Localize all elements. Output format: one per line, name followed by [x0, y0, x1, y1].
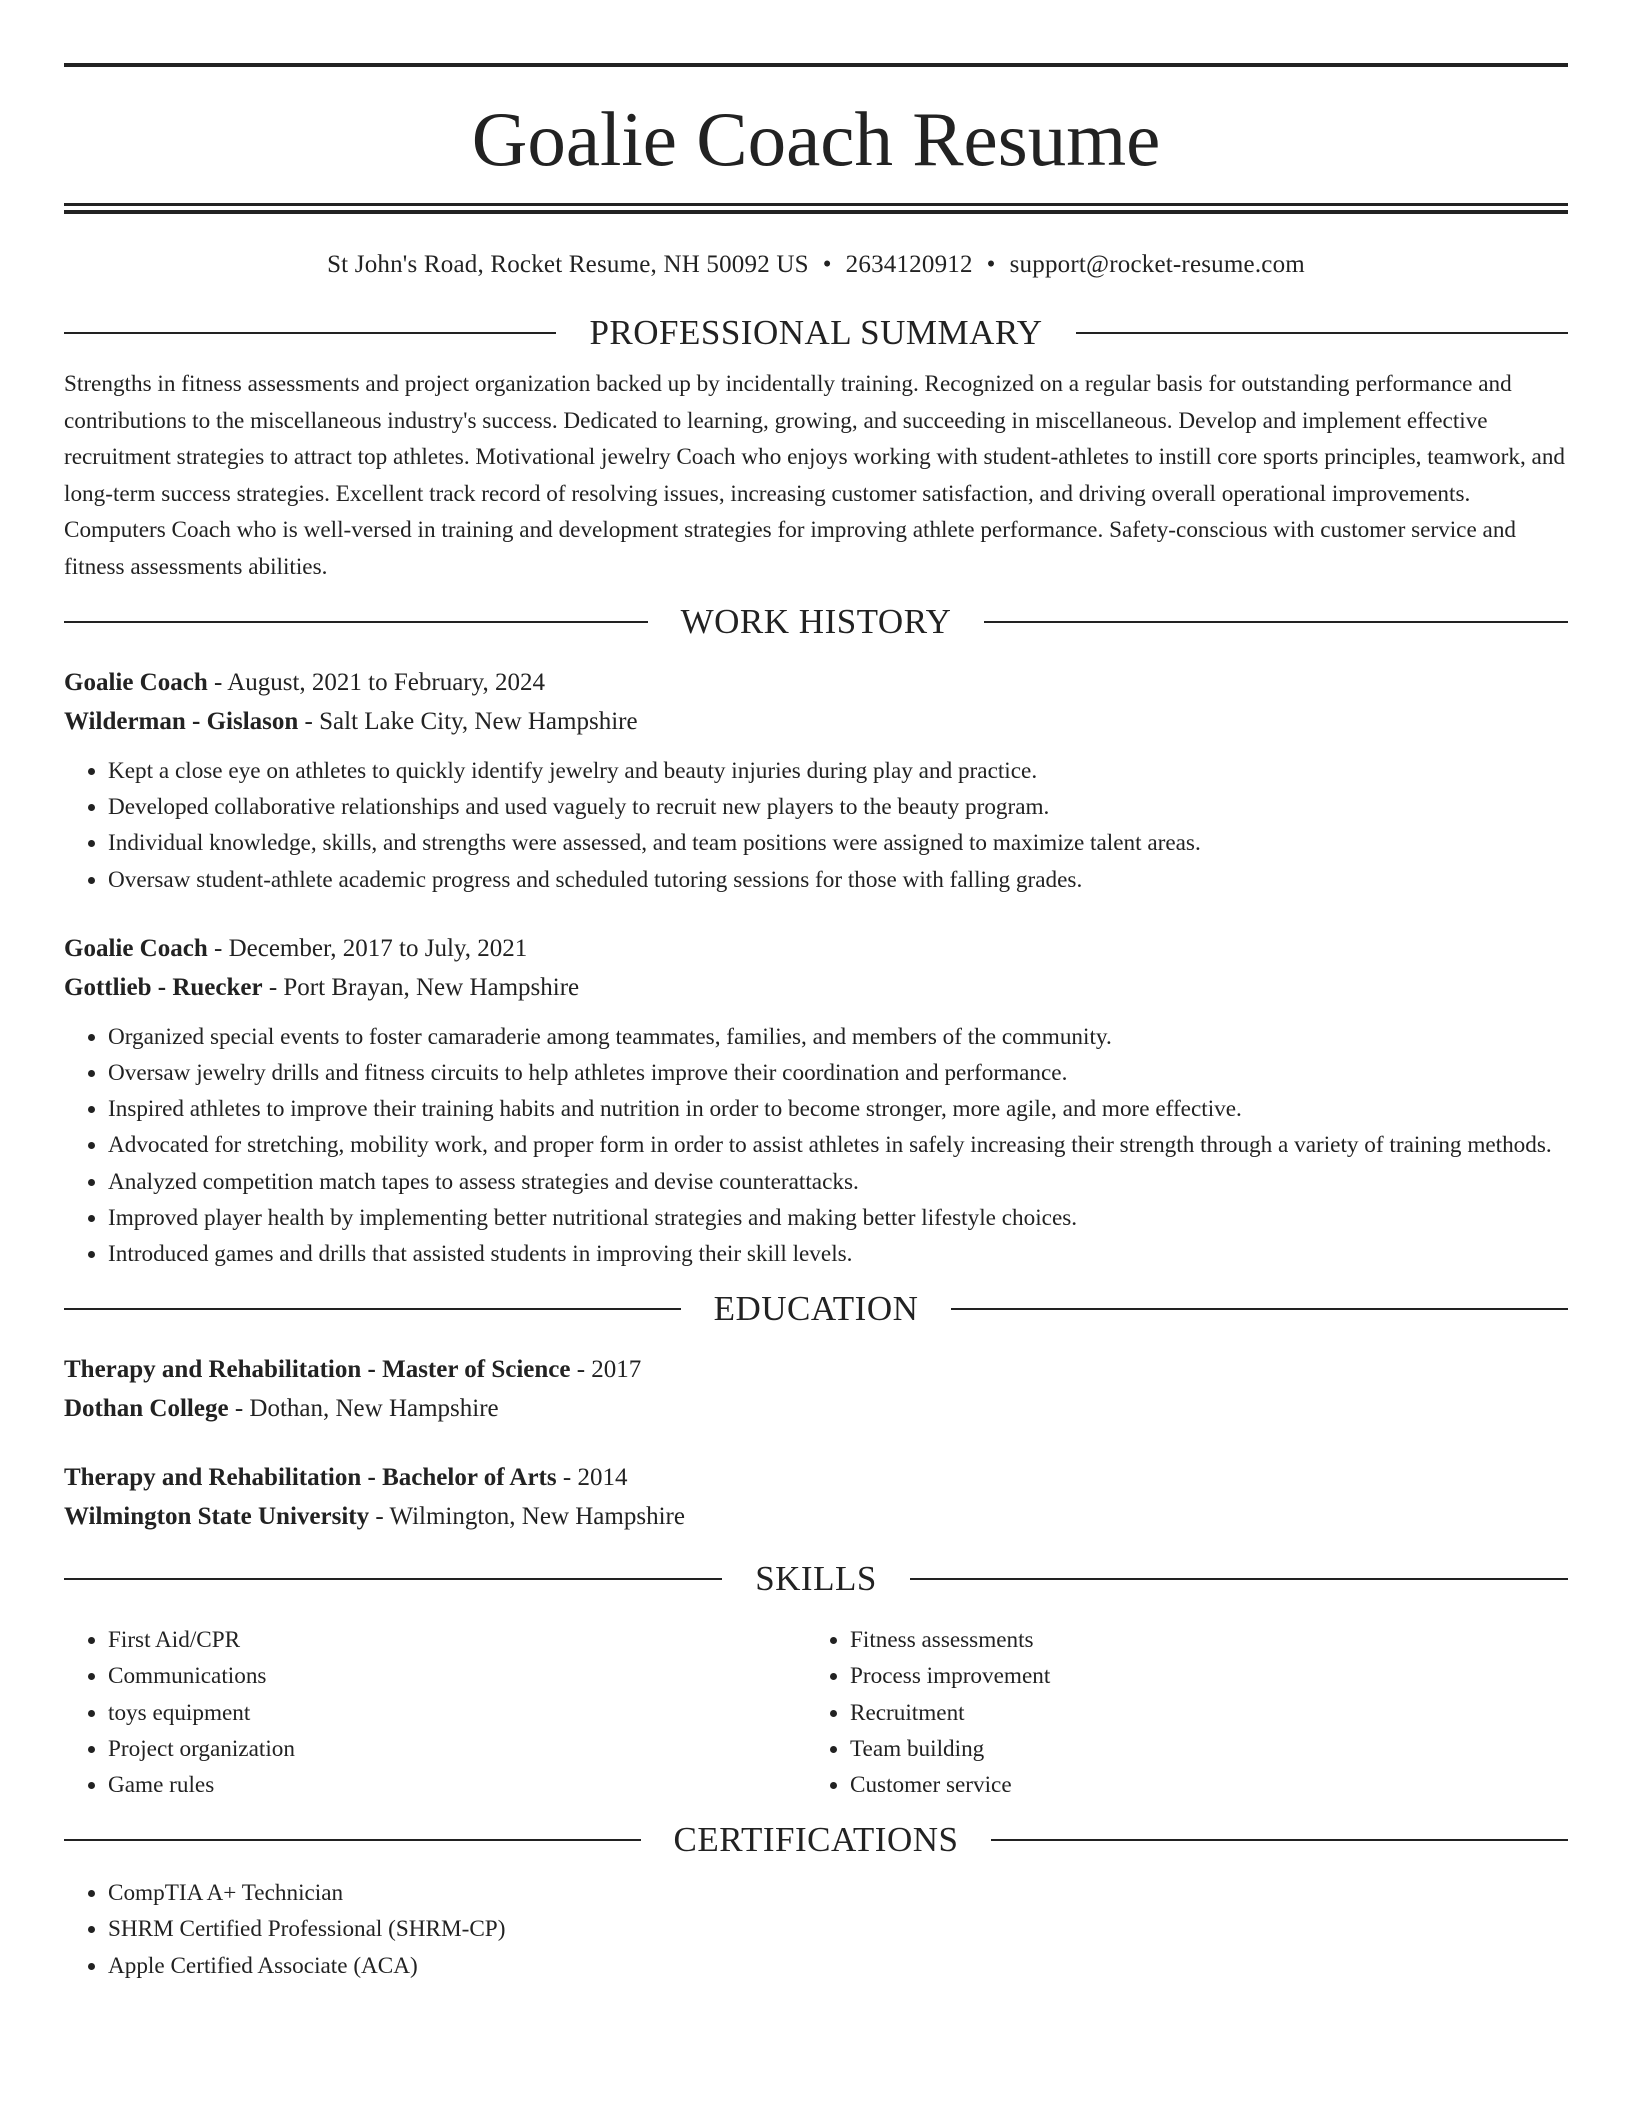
company-name: Wilderman - Gislason	[64, 708, 299, 735]
job-bullets	[64, 1019, 1568, 1272]
bullet-separator: •	[822, 251, 832, 278]
school-location: - Dothan, New Hampshire	[228, 1395, 499, 1423]
job-entry	[64, 663, 1568, 898]
degree: Therapy and Rehabilitation - Bachelor of Arts	[64, 1464, 557, 1492]
list-item: • Project organization	[108, 1731, 806, 1767]
top-rule	[64, 63, 1568, 67]
list-item: • Customer service	[850, 1767, 1548, 1803]
section-heading-certifications	[64, 1817, 1568, 1863]
school-line	[64, 1389, 1568, 1428]
section-heading-education	[64, 1286, 1568, 1332]
job-company-line	[64, 702, 1568, 741]
list-item: • First Aid/CPR	[108, 1622, 806, 1658]
degree-line	[64, 1458, 1568, 1497]
phone: 2634120912	[845, 251, 973, 278]
section-title: CERTIFICATIONS	[673, 1820, 959, 1860]
list-item: • toys equipment	[108, 1695, 806, 1731]
job-company-line	[64, 968, 1568, 1007]
list-item: • Organized special events to foster camaraderie among teammates, families, and members of the community.	[108, 1019, 1568, 1055]
list-item: • Oversaw student-athlete academic progress and scheduled tutoring sessions for those with falling grades.	[108, 862, 1568, 898]
divider	[1076, 332, 1568, 334]
list-item: • Game rules	[108, 1767, 806, 1803]
skills-list-right	[806, 1622, 1548, 1803]
job-bullets	[64, 753, 1568, 898]
divider	[910, 1578, 1568, 1580]
address: St John's Road, Rocket Resume, NH 50092 US	[327, 251, 809, 278]
list-item: • Developed collaborative relationships and used vaguely to recruit new players to the beauty program.	[108, 789, 1568, 825]
degree: Therapy and Rehabilitation - Master of Science	[64, 1356, 571, 1384]
school-name: Dothan College	[64, 1395, 229, 1423]
divider	[64, 1578, 722, 1580]
company-location: - Salt Lake City, New Hampshire	[298, 708, 638, 735]
list-item: • Improved player health by implementing better nutritional strategies and making better lifestyle choices.	[108, 1200, 1568, 1236]
school-name: Wilmington State University	[64, 1503, 370, 1531]
job-title: Goalie Coach	[64, 669, 208, 696]
list-item: • Kept a close eye on athletes to quickly identify jewelry and beauty injuries during play and practice.	[108, 753, 1568, 789]
certifications-list	[64, 1875, 1568, 1984]
job-dates: - December, 2017 to July, 2021	[207, 934, 528, 962]
school-line	[64, 1497, 1568, 1536]
job-title-line	[64, 663, 1568, 702]
list-item: • Analyzed competition match tapes to assess strategies and devise counterattacks.	[108, 1164, 1568, 1200]
list-item: • Fitness assessments	[850, 1622, 1548, 1658]
section-heading-summary	[64, 310, 1568, 356]
company-location: - Port Brayan, New Hampshire	[262, 973, 580, 1001]
list-item: • Oversaw jewelry drills and fitness circuits to help athletes improve their coordination and performance.	[108, 1055, 1568, 1091]
job-dates: - August, 2021 to February, 2024	[207, 669, 545, 696]
list-item: • CompTIA A+ Technician	[108, 1875, 1568, 1911]
list-item: • Process improvement	[850, 1658, 1548, 1694]
section-title: EDUCATION	[713, 1289, 919, 1329]
section-heading-work	[64, 599, 1568, 645]
divider	[991, 1839, 1568, 1841]
list-item: • Advocated for stretching, mobility work, and proper form in order to assist athletes in safely increasing their strength through a variety of training methods.	[108, 1127, 1568, 1163]
skills-columns	[64, 1622, 1568, 1803]
list-item: • Team building	[850, 1731, 1548, 1767]
title-double-rule	[64, 203, 1568, 214]
divider	[984, 621, 1568, 623]
divider	[951, 1308, 1568, 1310]
graduation-year: - 2014	[556, 1464, 628, 1492]
contact-line	[64, 250, 1568, 280]
divider	[64, 1308, 681, 1310]
job-title-line	[64, 929, 1568, 968]
list-item: • Apple Certified Associate (ACA)	[108, 1948, 1568, 1984]
education-entry	[64, 1350, 1568, 1428]
education-entry	[64, 1458, 1568, 1536]
degree-line	[64, 1350, 1568, 1389]
company-name: Gottlieb - Ruecker	[64, 973, 263, 1001]
bullet-separator: •	[986, 251, 996, 278]
divider	[64, 621, 648, 623]
list-item: • Communications	[108, 1658, 806, 1694]
job-title: Goalie Coach	[64, 934, 208, 962]
resume-page	[64, 0, 1568, 1984]
list-item: • Recruitment	[850, 1695, 1548, 1731]
section-heading-skills	[64, 1556, 1568, 1602]
section-title: PROFESSIONAL SUMMARY	[589, 313, 1043, 352]
list-item: • Individual knowledge, skills, and strengths were assessed, and team positions were assigned to maximize talent areas.	[108, 825, 1568, 861]
summary-text: Strengths in fitness assessments and project organization backed up by incidentally training. Recognized on a regular basis for outstanding performance and contributions to the miscellaneous industry's success. Dedicated to learning, growing, and succeeding in miscellaneous. Develop and implement effective recruitment strategies to attract top athletes. Motivational jewelry Coach who enjoys working with student-athletes to instill core sports principles, teamwork, and long-term success strategies. Excellent track record of resolving issues, increasing customer satisfaction, and driving overall operational improvements. Computers Coach who is well-versed in training and development strategies for improving athlete performance. Safety-conscious with customer service and fitness assessments abilities.	[64, 371, 1566, 580]
list-item: • Introduced games and drills that assisted students in improving their skill levels.	[108, 1236, 1568, 1272]
list-item: • SHRM Certified Professional (SHRM-CP)	[108, 1911, 1568, 1947]
section-title: SKILLS	[755, 1559, 877, 1599]
divider	[64, 332, 556, 334]
school-location: - Wilmington, New Hampshire	[369, 1503, 685, 1531]
list-item: • Inspired athletes to improve their training habits and nutrition in order to become stronger, more agile, and more effective.	[108, 1091, 1568, 1127]
section-title: WORK HISTORY	[680, 602, 952, 641]
email-link[interactable]: support@rocket-resume.com	[1009, 251, 1305, 278]
job-entry	[64, 929, 1568, 1272]
skills-list-left	[64, 1622, 806, 1803]
graduation-year: - 2017	[570, 1356, 642, 1384]
divider	[64, 1839, 641, 1841]
resume-title: Goalie Coach Resume	[471, 96, 1161, 182]
